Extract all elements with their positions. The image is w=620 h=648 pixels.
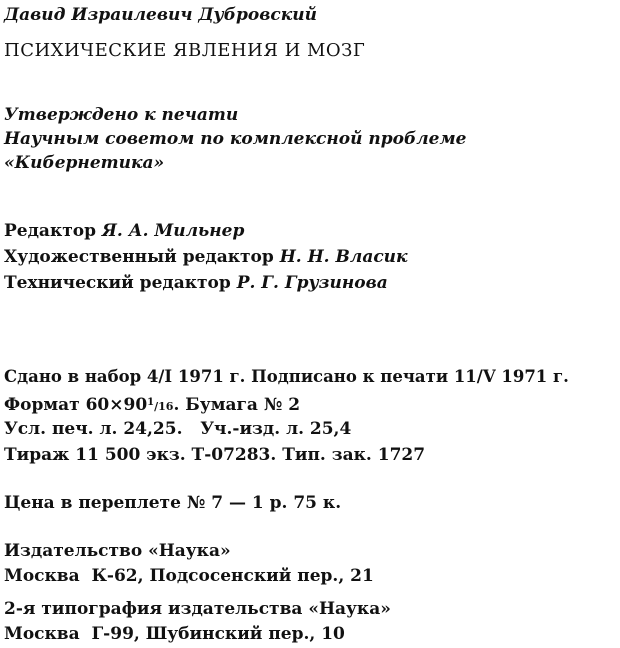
format-suffix: . Бумага № 2 xyxy=(173,395,301,415)
credit-role: Редактор xyxy=(4,221,96,241)
format-prefix: Формат 60×90 xyxy=(4,395,148,415)
format-sup: 1 xyxy=(147,397,155,408)
format-fraction xyxy=(147,397,174,413)
imprint-price: Цена в переплете № 7 — 1 р. 75 к. xyxy=(4,493,342,513)
approval-line-1: Утверждено к печати xyxy=(4,105,239,125)
author-name: Давид Израилевич Дубровский xyxy=(4,5,317,25)
approval-line-3: «Кибернетика» xyxy=(4,153,165,173)
printer-address: Москва Г-99, Шубинский пер., 10 xyxy=(4,624,345,644)
publisher-name: Издательство «Наука» xyxy=(4,541,231,561)
credit-role: Художественный редактор xyxy=(4,247,274,267)
credit-role: Технический редактор xyxy=(4,273,231,293)
credit-editor xyxy=(4,220,244,242)
imprint-submitted: Сдано в набор 4/I 1971 г. Подписано к печати 11/V 1971 г. xyxy=(4,367,569,386)
printer-name: 2-я типография издательства «Наука» xyxy=(4,599,391,619)
imprint-print-run: Тираж 11 500 экз. Т-07283. Тип. зак. 1727 xyxy=(4,445,426,465)
approval-line-2: Научным советом по комплексной проблеме xyxy=(4,129,467,149)
credit-name: Р. Г. Грузинова xyxy=(236,273,388,293)
format-sub: /16 xyxy=(154,400,174,413)
imprint-sheets: Усл. печ. л. 24,25. Уч.-изд. л. 25,4 xyxy=(4,419,352,439)
publisher-address: Москва К-62, Подсосенский пер., 21 xyxy=(4,566,374,586)
credit-tech-editor xyxy=(4,272,388,294)
credit-name: Я. А. Мильнер xyxy=(101,221,245,241)
credit-art-editor xyxy=(4,246,408,268)
imprint-format xyxy=(4,392,300,418)
credit-name: Н. Н. Власик xyxy=(279,247,408,267)
book-title: ПСИХИЧЕСКИЕ ЯВЛЕНИЯ И МОЗГ xyxy=(4,40,366,61)
